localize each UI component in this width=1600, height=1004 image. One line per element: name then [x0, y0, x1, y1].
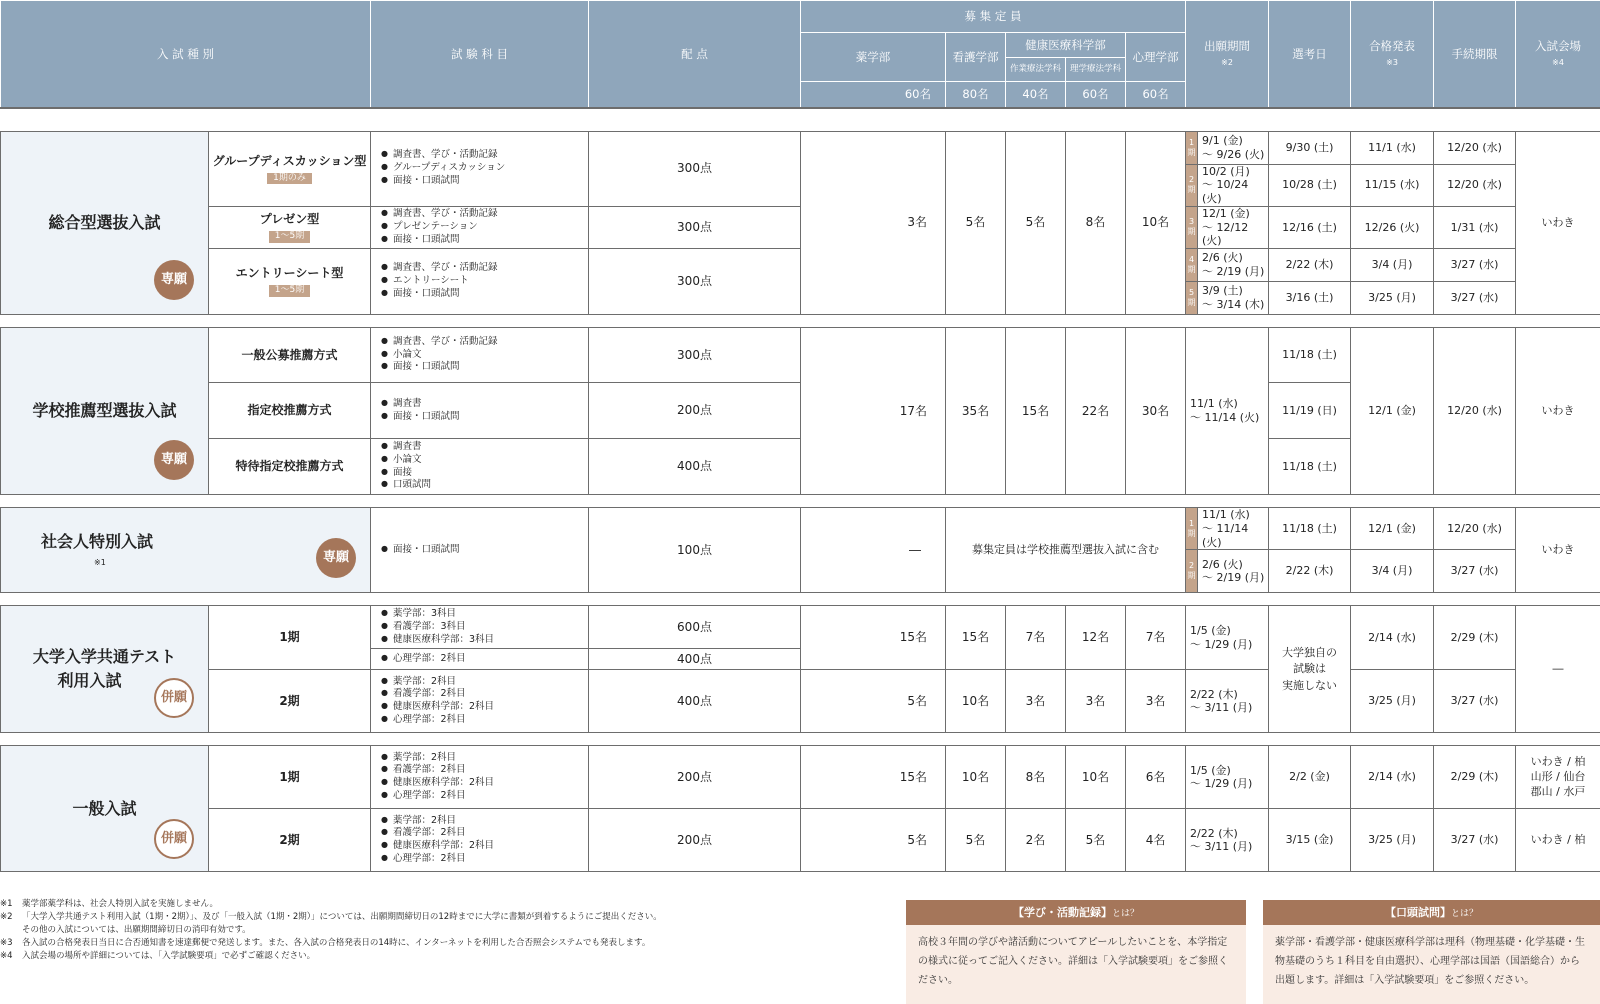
kyotsu-category: [1, 606, 209, 733]
subject-item: ● 小論文: [393, 454, 586, 467]
shakai-category: [1, 508, 371, 593]
footnote-mark: ※3: [0, 938, 13, 948]
date-to: ～ 12/12 (火): [1202, 220, 1249, 248]
sogo-result-4: 3/4 (月): [1351, 249, 1434, 282]
kyotsu-name-2: 利用入試: [57, 671, 122, 691]
subject-item: ● エントリーシート: [393, 275, 586, 288]
sogo-row-4: [1, 249, 1600, 282]
shakai-subjects: [371, 508, 589, 593]
subject-item: ● 心理学部：2科目: [393, 853, 586, 866]
sogo-type-1: [209, 131, 371, 206]
sogo-deadline-1: 12/20 (水): [1434, 131, 1516, 164]
sogo-application-1: [1198, 131, 1269, 164]
sogo-exam-5: 3/16 (土): [1269, 282, 1351, 315]
cap-nursing: 80名: [946, 82, 1006, 108]
sogo-exam-4: 2/22 (木): [1269, 249, 1351, 282]
subject-item: ● 看護学部：2科目: [393, 764, 586, 777]
sogo-deadline-2: 12/20 (水): [1434, 164, 1516, 206]
ippan-name: 一般入試: [72, 798, 137, 818]
kyotsu-2-cap-psych: 3名: [1126, 670, 1186, 733]
suisen-application: [1186, 328, 1269, 495]
concurrent-badge: 併願: [154, 678, 194, 718]
subject-item: ● 心理学部：2科目: [393, 714, 586, 727]
ippan-deadline-2: 3/27 (水): [1434, 809, 1516, 872]
shakai-result-1: 12/1 (金): [1351, 508, 1434, 550]
subject-item: ● 薬学部：2科目: [393, 676, 586, 689]
header-venue-label: 入試会場: [1535, 39, 1582, 54]
info-box-title: [906, 900, 1246, 925]
sogo-cap-pharmacy: 3名: [801, 131, 946, 315]
ippan-deadline-1: 2/29 (木): [1434, 746, 1516, 809]
suisen-cap-psych: 30名: [1126, 328, 1186, 495]
ippan-exam-2: 3/15 (金): [1269, 809, 1351, 872]
kyotsu-1-cap-ot: 7名: [1006, 606, 1066, 670]
date-from: 10/2 (月): [1202, 164, 1250, 178]
header-health: [1006, 33, 1126, 82]
sogo-type-2: [209, 206, 371, 248]
sogo-application-2: [1198, 164, 1269, 206]
kyotsu-2-cap-nursing: 10名: [946, 670, 1006, 733]
header-deadline: 手続期限: [1434, 1, 1516, 108]
date-to: ～ 10/24 (火): [1202, 178, 1249, 205]
footnote-text: 薬学部薬学科は、社会人特別入試を実施しません。: [22, 899, 219, 909]
cap-pt: 60名: [1066, 82, 1126, 108]
footnote: [0, 911, 662, 924]
header-application-note: ※2: [1221, 57, 1233, 67]
info-box-title-suffix: とは？: [1450, 909, 1478, 919]
suisen-type-3: 特待指定校推薦方式: [209, 439, 371, 495]
subject-item: ● 健康医療科学部：2科目: [393, 840, 586, 853]
ippan-1-cap-pharmacy: 15名: [801, 746, 946, 809]
kyotsu-subjects-2: [371, 670, 589, 733]
kyotsu-1-cap-nursing: 15名: [946, 606, 1006, 670]
sogo-type-1-label: グループディスカッション型: [212, 153, 367, 168]
suisen-type-1: 一般公募推薦方式: [209, 328, 371, 383]
shakai-exam-1: 11/18 (土): [1269, 508, 1351, 550]
sogo-points-3: 300点: [589, 249, 801, 315]
header-category: 入 試 種 別: [1, 1, 371, 108]
shakai-exam-2: 2/22 (木): [1269, 550, 1351, 593]
sogo-type-2-tag: 1～5期: [269, 231, 310, 242]
sogo-type-3-tag: 1～5期: [269, 285, 310, 296]
subject-item: ● 口頭試問: [393, 479, 586, 492]
subject-item: ● 健康医療科学部：2科目: [393, 701, 586, 714]
header-result: [1351, 1, 1434, 108]
ippan-category: [1, 746, 209, 872]
suisen-deadline: 12/20 (水): [1434, 328, 1516, 495]
ippan-1-cap-ot: 8名: [1006, 746, 1066, 809]
date-to: ～ 1/29 (月): [1190, 777, 1253, 791]
ippan-result-1: 2/14 (水): [1351, 746, 1434, 809]
ippan-subjects-2: [371, 809, 589, 872]
sogo-cap-nursing: 5名: [946, 131, 1006, 315]
period-label: 1期: [1186, 508, 1198, 550]
sogo-exam-3: 12/16 (土): [1269, 206, 1351, 248]
footnote-text: 「大学入学共通テスト利用入試（1期・2期）」、及び「一般入試（1期・2期）」については、出願期間締切日の12時までに大学に書類が到着するようにご提出ください。: [22, 912, 662, 922]
period-label: 3期: [1186, 206, 1198, 248]
header-venue: [1516, 1, 1600, 108]
sogo-application-5: [1198, 282, 1269, 315]
shakai-name: 社会人特別入試: [41, 532, 154, 552]
ippan-row-2: [1, 809, 1600, 872]
cap-pharmacy: 60名: [801, 82, 946, 108]
subject-item: ● グループディスカッション: [393, 162, 586, 175]
cap-psych: 60名: [1126, 82, 1186, 108]
subject-item: ● 健康医療科学部：3科目: [393, 634, 586, 647]
exam-note: 実施しない: [1282, 678, 1338, 692]
suisen-exam-2: 11/19 (日): [1269, 383, 1351, 439]
period-label: 2期: [1186, 164, 1198, 206]
subject-item: ● 薬学部：2科目: [393, 815, 586, 828]
info-box-title-text: 【学び・活動記録】: [1012, 906, 1112, 919]
sogo-result-2: 11/15 (水): [1351, 164, 1434, 206]
shakai-points: 100点: [589, 508, 801, 593]
exclusive-badge: 専願: [154, 440, 194, 480]
sogo-points-2: 300点: [589, 206, 801, 248]
info-box-oral-exam: [1263, 900, 1600, 1004]
footnote-text: 入試会場の場所や詳細については、「入学試験要項」で必ずご確認ください。: [22, 951, 316, 961]
kyotsu-2-cap-pt: 3名: [1066, 670, 1126, 733]
sogo-cap-pt: 8名: [1066, 131, 1126, 315]
kyotsu-venue: ―: [1516, 606, 1600, 733]
shakai-application-1: [1198, 508, 1269, 550]
header-capacity: 募 集 定 員: [801, 1, 1186, 33]
venue-line: いわき / 柏: [1530, 754, 1586, 768]
date-from: 11/1 (水): [1190, 397, 1238, 411]
exam-note: 大学独自の: [1282, 645, 1338, 659]
info-box-title: [1263, 900, 1600, 925]
subject-item: ● 心理学部：2科目: [393, 653, 586, 666]
footnotes: [0, 898, 662, 963]
date-from: 1/5 (金): [1190, 763, 1231, 777]
suisen-row-1: [1, 328, 1600, 383]
ippan-1-cap-psych: 6名: [1126, 746, 1186, 809]
info-box-body: 薬学部・看護学部・健康医療科学部は理科（物理基礎・化学基礎・生物基礎のうち１科目を自由選択）、心理学部は国語（国語総合）から出題します。詳細は「入学試験要項」をご参照ください。: [1275, 937, 1585, 986]
suisen-cap-pharmacy: 17名: [801, 328, 946, 495]
header-application-label: 出願期間: [1204, 39, 1251, 54]
suisen-points-3: 400点: [589, 439, 801, 495]
cap-ot: 40名: [1006, 82, 1066, 108]
sogo-venue: いわき: [1516, 131, 1600, 315]
header-nursing: 看護学部: [946, 33, 1006, 82]
ippan-points-1: 200点: [589, 746, 801, 809]
kyotsu-deadline-1: 2/29 (木): [1434, 606, 1516, 670]
date-from: 2/6 (火): [1202, 251, 1243, 265]
sogo-deadline-3: 1/31 (水): [1434, 206, 1516, 248]
ippan-2-cap-pharmacy: 5名: [801, 809, 946, 872]
sogo-subjects-1: [371, 131, 589, 206]
subject-item: ● 面接・口頭試問: [393, 544, 586, 557]
header-points: 配 点: [589, 1, 801, 108]
kyotsu-result-2: 3/25 (月): [1351, 670, 1434, 733]
ippan-subjects-1: [371, 746, 589, 809]
kyotsu-type-2: 2期: [209, 670, 371, 733]
kyotsu-subjects-1b: [371, 649, 589, 670]
footnote: [0, 924, 662, 937]
footnote-mark: ※1: [0, 899, 13, 909]
ippan-points-2: 200点: [589, 809, 801, 872]
header-health-label: 健康医療科学部: [1006, 33, 1125, 58]
kyotsu-2-cap-pharmacy: 5名: [801, 670, 946, 733]
sogo-type-3-label: エントリーシート型: [235, 266, 344, 281]
sogo-cap-ot: 5名: [1006, 131, 1066, 315]
date-to: ～ 9/26 (火): [1202, 147, 1265, 161]
info-box-body: 高校３年間の学びや諸活動についてアピールしたいことを、本学指定の様式に従ってご記入ください。詳細は「入学試験要項」をご参照ください。: [918, 937, 1228, 986]
sogo-deadline-5: 3/27 (水): [1434, 282, 1516, 315]
kyotsu-type-1: 1期: [209, 606, 371, 670]
suisen-exam-1: 11/18 (土): [1269, 328, 1351, 383]
kyotsu-points-1a: 600点: [589, 606, 801, 649]
subject-item: ● 調査書、学び・活動記録: [393, 336, 586, 349]
info-box-title-text: 【口頭試問】: [1384, 906, 1451, 919]
kyotsu-1-cap-psych: 7名: [1126, 606, 1186, 670]
suisen-exam-3: 11/18 (土): [1269, 439, 1351, 495]
date-to: ～ 3/14 (木): [1202, 298, 1265, 311]
footnote-mark: [0, 924, 22, 937]
venue-line: 山形 / 仙台: [1530, 769, 1586, 783]
subject-item: ● 調査書、学び・活動記録: [393, 149, 586, 162]
sogo-row-1: [1, 131, 1600, 164]
suisen-cap-ot: 15名: [1006, 328, 1066, 495]
ippan-type-1: 1期: [209, 746, 371, 809]
kyotsu-row-2: [1, 670, 1600, 733]
sogo-subjects-2: [371, 206, 589, 248]
footnote-mark: ※2: [0, 912, 13, 922]
period-label: 1期: [1186, 131, 1198, 164]
exam-note: 試験は: [1293, 662, 1327, 675]
subject-item: ● 調査書、学び・活動記録: [393, 208, 586, 221]
sogo-category: [1, 131, 209, 315]
period-label: 2期: [1186, 550, 1198, 593]
shakai-cap-note: 募集定員は学校推薦型選抜入試に含む: [946, 508, 1186, 593]
suisen-subjects-3: [371, 439, 589, 495]
subject-item: ● 面接・口頭試問: [393, 288, 586, 301]
kyotsu-points-2: 400点: [589, 670, 801, 733]
date-from: 2/22 (木): [1190, 687, 1238, 701]
subject-item: ● 看護学部：2科目: [393, 688, 586, 701]
sogo-exam-1: 9/30 (土): [1269, 131, 1351, 164]
sogo-name: 総合型選抜入試: [48, 212, 161, 232]
subject-item: ● 面接・口頭試問: [393, 234, 586, 247]
footnote-mark: ※4: [0, 951, 13, 961]
ippan-1-cap-pt: 10名: [1066, 746, 1126, 809]
sogo-result-1: 11/1 (水): [1351, 131, 1434, 164]
kyotsu-row-1: [1, 606, 1600, 649]
footnote-text: その他の入試については、出願期間締切日の消印有効です。: [22, 925, 251, 935]
ippan-2-cap-ot: 2名: [1006, 809, 1066, 872]
ippan-2-cap-psych: 4名: [1126, 809, 1186, 872]
kyotsu-result-1: 2/14 (水): [1351, 606, 1434, 670]
exclusive-badge: 専願: [316, 538, 356, 578]
subject-item: ● 看護学部：2科目: [393, 827, 586, 840]
date-from: 11/1 (水): [1202, 508, 1250, 521]
subject-item: ● 調査書、学び・活動記録: [393, 262, 586, 275]
ippan-application-2: [1186, 809, 1269, 872]
subject-item: ● 看護学部：3科目: [393, 621, 586, 634]
suisen-category: [1, 328, 209, 495]
sogo-result-5: 3/25 (月): [1351, 282, 1434, 315]
footnote-text: 各入試の合格発表日当日に合否通知書を速達郵便で発送します。また、各入試の合格発表日の14時に、インターネットを利用した合否照会システムでも発表します。: [22, 938, 651, 948]
concurrent-badge: 併願: [154, 819, 194, 859]
ippan-1-cap-nursing: 10名: [946, 746, 1006, 809]
date-from: 3/9 (土): [1202, 284, 1243, 298]
subject-item: ● 心理学部：2科目: [393, 790, 586, 803]
header-venue-note: ※4: [1552, 57, 1564, 67]
suisen-venue: いわき: [1516, 328, 1600, 495]
sogo-type-3: [209, 249, 371, 315]
date-to: ～ 11/14 (火): [1202, 521, 1249, 549]
date-from: 2/22 (木): [1190, 826, 1238, 840]
period-label: 5期: [1186, 282, 1198, 315]
shakai-deadline-2: 3/27 (水): [1434, 550, 1516, 593]
sogo-deadline-4: 3/27 (水): [1434, 249, 1516, 282]
subject-item: ● 小論文: [393, 349, 586, 362]
shakai-result-2: 3/4 (月): [1351, 550, 1434, 593]
suisen-type-2: 指定校推薦方式: [209, 383, 371, 439]
sogo-type-1-tag: 1期のみ: [267, 173, 312, 184]
date-to: ～ 3/11 (月): [1190, 840, 1253, 854]
suisen-result: 12/1 (金): [1351, 328, 1434, 495]
header-row-1: [1, 1, 1600, 33]
kyotsu-application-2: [1186, 670, 1269, 733]
sogo-result-3: 12/26 (火): [1351, 206, 1434, 248]
header-exam-day: 選考日: [1269, 1, 1351, 108]
header-pt: 理学療法学科: [1069, 64, 1121, 74]
subject-item: ● 面接・口頭試問: [393, 361, 586, 374]
suisen-subjects-1: [371, 328, 589, 383]
suisen-cap-pt: 22名: [1066, 328, 1126, 495]
suisen-points-1: 300点: [589, 328, 801, 383]
sogo-exam-2: 10/28 (土): [1269, 164, 1351, 206]
ippan-row-1: [1, 746, 1600, 809]
footnote: [0, 937, 662, 950]
ippan-application-1: [1186, 746, 1269, 809]
date-from: 1/5 (金): [1190, 624, 1231, 637]
shakai-row-1: [1, 508, 1600, 550]
ippan-result-2: 3/25 (月): [1351, 809, 1434, 872]
shakai-deadline-1: 12/20 (水): [1434, 508, 1516, 550]
subject-item: ● 薬学部：3科目: [393, 608, 586, 621]
kyotsu-exam: [1269, 606, 1351, 733]
date-to: ～ 3/11 (月): [1190, 701, 1253, 715]
date-to: ～ 1/29 (月): [1190, 637, 1253, 651]
suisen-points-2: 200点: [589, 383, 801, 439]
kyotsu-points-1b: 400点: [589, 649, 801, 670]
header-psych: 心理学部: [1126, 33, 1186, 82]
header-result-note: ※3: [1386, 57, 1398, 67]
subject-item: ● 健康医療科学部：2科目: [393, 777, 586, 790]
ippan-venue-2: いわき / 柏: [1516, 809, 1600, 872]
shakai-cap-pharmacy: ―: [801, 508, 946, 593]
subject-item: ● 面接・口頭試問: [393, 411, 586, 424]
sogo-row-3: [1, 206, 1600, 248]
kyotsu-application-1: [1186, 606, 1269, 670]
date-from: 9/1 (金): [1202, 133, 1243, 147]
footnote: [0, 950, 662, 963]
header-pharmacy: 薬学部: [801, 33, 946, 82]
shakai-application-2: [1198, 550, 1269, 593]
sogo-type-2-label: プレゼン型: [259, 212, 320, 227]
header-ot: 作業療法学科: [1006, 58, 1066, 81]
date-from: 12/1 (金): [1202, 206, 1250, 220]
info-box-activity-record: [906, 900, 1246, 1004]
subject-item: ● 薬学部：2科目: [393, 752, 586, 765]
date-to: ～ 2/19 (月): [1202, 571, 1265, 585]
sogo-application-4: [1198, 249, 1269, 282]
subject-item: ● プレゼンテーション: [393, 221, 586, 234]
sogo-application-3: [1198, 206, 1269, 248]
exclusive-badge: 専願: [154, 260, 194, 300]
subject-item: ● 面接: [393, 467, 586, 480]
ippan-exam-1: 2/2 (金): [1269, 746, 1351, 809]
header-application: [1186, 1, 1269, 108]
subject-item: ● 調査書: [393, 398, 586, 411]
subject-item: ● 面接・口頭試問: [393, 175, 586, 188]
subject-item: ● 調査書: [393, 441, 586, 454]
kyotsu-1-cap-pt: 12名: [1066, 606, 1126, 670]
kyotsu-2-cap-ot: 3名: [1006, 670, 1066, 733]
sogo-cap-psych: 10名: [1126, 131, 1186, 315]
kyotsu-deadline-2: 3/27 (水): [1434, 670, 1516, 733]
period-label: 4期: [1186, 249, 1198, 282]
shakai-venue: いわき: [1516, 508, 1600, 593]
date-to: ～ 2/19 (月): [1202, 265, 1265, 278]
venue-line: 郡山 / 水戸: [1530, 784, 1586, 798]
kyotsu-subjects-1a: [371, 606, 589, 649]
ippan-venue-1: [1516, 746, 1600, 809]
date-to: ～ 11/14 (火): [1190, 411, 1260, 424]
sogo-points-1: 300点: [589, 131, 801, 206]
date-from: 2/6 (火): [1202, 557, 1243, 571]
sogo-subjects-3: [371, 249, 589, 315]
kyotsu-1-cap-pharmacy: 15名: [801, 606, 946, 670]
suisen-cap-nursing: 35名: [946, 328, 1006, 495]
suisen-subjects-2: [371, 383, 589, 439]
info-box-title-suffix: とは？: [1111, 909, 1139, 919]
ippan-2-cap-pt: 5名: [1066, 809, 1126, 872]
kyotsu-name-1: 大学入学共通テスト: [32, 647, 177, 667]
suisen-name: 学校推薦型選抜入試: [32, 401, 177, 420]
shakai-note: ※1: [94, 558, 106, 568]
footnote: [0, 898, 662, 911]
header-subjects: 試 験 科 目: [371, 1, 589, 108]
ippan-2-cap-nursing: 5名: [946, 809, 1006, 872]
header-result-label: 合格発表: [1369, 39, 1416, 54]
ippan-type-2: 2期: [209, 809, 371, 872]
